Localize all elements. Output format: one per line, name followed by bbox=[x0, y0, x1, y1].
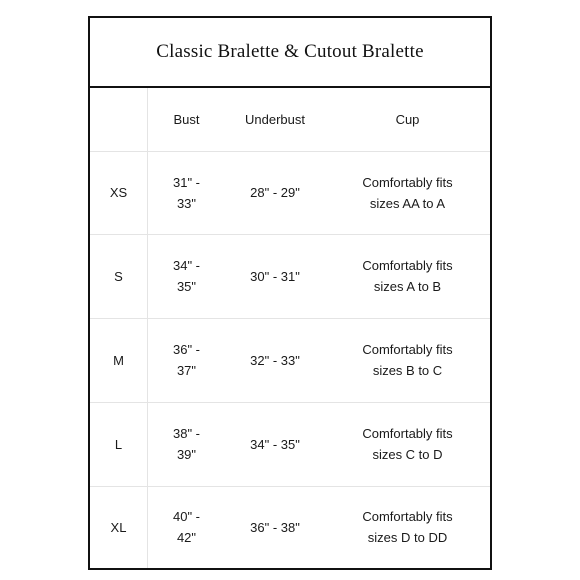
table-row bbox=[90, 402, 490, 487]
underbust-cell: 32" - 33" bbox=[250, 352, 300, 368]
size-cell: L bbox=[114, 436, 123, 452]
size-cell: XL bbox=[110, 519, 127, 535]
size-chart-header bbox=[90, 18, 490, 88]
bust-cell bbox=[148, 486, 225, 568]
underbust-cell: 28" - 29" bbox=[250, 185, 300, 200]
cup-cell bbox=[325, 486, 490, 568]
header-cup: Cup bbox=[395, 112, 420, 127]
bust-value: 34" - 35" bbox=[172, 258, 200, 294]
header-bust: Bust bbox=[173, 112, 200, 127]
size-cell: M bbox=[113, 352, 124, 368]
table-row bbox=[90, 151, 490, 235]
cup-cell bbox=[325, 318, 490, 402]
bust-cell bbox=[148, 402, 225, 486]
size-chart bbox=[88, 16, 492, 570]
cup-cell bbox=[325, 234, 490, 318]
cup-value: Comfortably fits sizes D to DD bbox=[362, 509, 453, 545]
underbust-cell: 36" - 38" bbox=[250, 519, 300, 535]
table-row bbox=[90, 486, 490, 568]
bust-cell bbox=[148, 234, 225, 318]
cup-cell bbox=[325, 151, 490, 234]
size-chart-title: Classic Bralette & Cutout Bralette bbox=[156, 41, 424, 62]
bust-cell bbox=[148, 151, 225, 234]
cup-value: Comfortably fits sizes B to C bbox=[362, 342, 453, 378]
size-chart-table bbox=[90, 88, 490, 568]
bust-value: 36" - 37" bbox=[172, 342, 200, 378]
cup-value: Comfortably fits sizes C to D bbox=[362, 426, 453, 462]
size-cell: XS bbox=[109, 185, 128, 200]
bust-value: 38" - 39" bbox=[172, 426, 200, 462]
header-underbust: Underbust bbox=[245, 112, 305, 127]
underbust-cell: 34" - 35" bbox=[250, 436, 300, 452]
cup-value: Comfortably fits sizes A to B bbox=[362, 258, 453, 294]
bust-cell bbox=[148, 318, 225, 402]
underbust-cell: 30" - 31" bbox=[250, 268, 300, 284]
cup-value: Comfortably fits sizes AA to A bbox=[362, 174, 453, 211]
bust-value: 31" - 33" bbox=[172, 174, 200, 211]
bust-value: 40" - 42" bbox=[172, 509, 200, 545]
cup-cell bbox=[325, 402, 490, 486]
table-row bbox=[90, 234, 490, 319]
size-cell: S bbox=[114, 268, 123, 284]
table-row bbox=[90, 318, 490, 403]
table-header-row bbox=[90, 88, 490, 152]
header-size bbox=[90, 88, 147, 151]
